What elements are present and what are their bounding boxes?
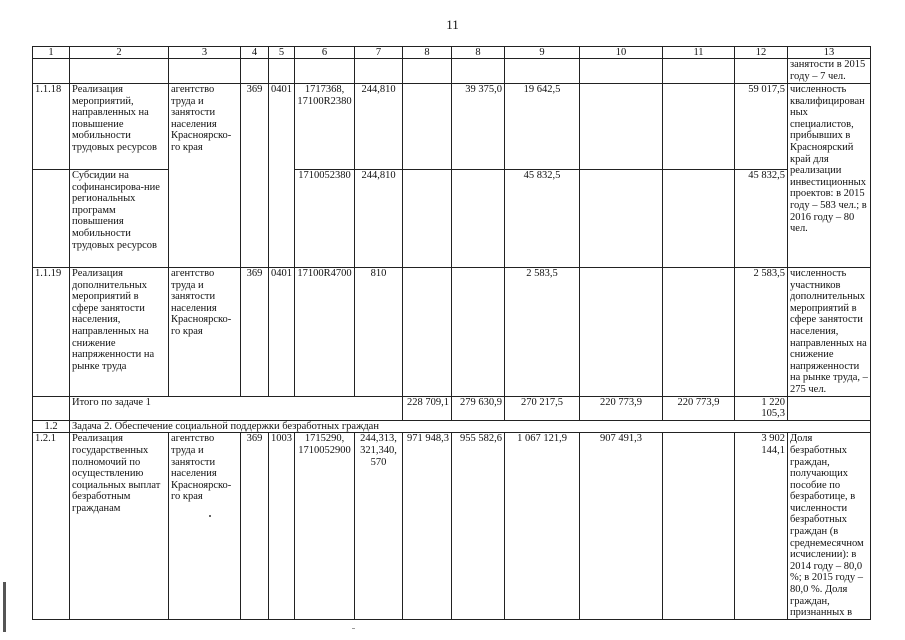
value-cell: 39 375,0 [452,84,505,170]
page-number: 11 [446,17,459,32]
col-header: 12 [735,47,788,59]
value-cell: 45 832,5 [505,170,580,268]
value-cell: 1 067 121,9 [505,433,580,620]
col-header: 9 [505,47,580,59]
value-cell: 955 582,6 [452,433,505,620]
total-label: Итого по задаче 1 [70,396,403,420]
total-value: 220 773,9 [663,396,735,420]
task-title: Задача 2. Обеспечение социальной поддержки безработных граждан [70,420,871,433]
col-header: 7 [355,47,403,59]
grbs-cell: 369 [241,268,269,397]
result-cell: Доля безработных граждан, получающих пособие по безработице, в численности безработных граждан (в среднемесячном исчислении): в 2014 году – 80,0 %; в 2015 году – 80,0 %. Доля граждан, признанных в [788,433,871,620]
col-header: 1 [33,47,70,59]
task-number: 1.2 [33,420,70,433]
value-cell: 2 583,5 [505,268,580,397]
value-cell: 971 948,3 [403,433,452,620]
col-header: 8 [403,47,452,59]
total-value: 228 709,1 [403,396,452,420]
activity-name: Реализация дополнительных мероприятий в сфере занятости населения, направленных на снижение напряженности на рынке труда [70,268,169,397]
col-header: 8 [452,47,505,59]
row-number: 1.1.19 [33,268,70,397]
activity-name: Субсидии на софинансирова-ние региональных программ повышения мобильности трудовых ресурсов [70,170,169,268]
row-number: 1.2.1 [33,433,70,620]
vr-cell: 244,810 [355,170,403,268]
grbs-cell: 369 [241,84,269,268]
table-row [33,268,871,397]
table-row [33,84,871,170]
rzpr-cell: 0401 [269,84,295,268]
table-row [33,59,871,84]
table-row [33,170,871,268]
value-cell: 907 491,3 [580,433,663,620]
total-value: 270 217,5 [505,396,580,420]
col-header: 11 [663,47,735,59]
total-value: 1 220 105,3 [735,396,788,420]
col-header: 13 [788,47,871,59]
col-header: 4 [241,47,269,59]
activity-name: Реализация государственных полномочий по осуществлению социальных выплат безработным гражданам [70,433,169,620]
col-header: 10 [580,47,663,59]
value-cell: 3 902 144,1 [735,433,788,620]
agency-cell: агентство труда и занятости населения Красноярско-го края [169,433,241,620]
rzpr-cell: 0401 [269,268,295,397]
col-header: 6 [295,47,355,59]
activity-name: Реализация мероприятий, направленных на повышение мобильности трудовых ресурсов [70,84,169,170]
scan-speck [209,515,211,517]
grbs-cell: 369 [241,433,269,620]
scan-speck [352,628,355,629]
value-cell: 59 017,5 [735,84,788,170]
total-value: 220 773,9 [580,396,663,420]
row-number: 1.1.18 [33,84,70,170]
value-cell: 2 583,5 [735,268,788,397]
csr-cell: 1710052380 [295,170,355,268]
vr-cell: 244,810 [355,84,403,170]
value-cell [580,84,663,170]
total-row [33,396,871,420]
col-header: 3 [169,47,241,59]
value-cell: 45 832,5 [735,170,788,268]
csr-cell: 1715290, 1710052900 [295,433,355,620]
value-cell [403,84,452,170]
value-cell [663,433,735,620]
table-row [33,433,871,620]
csr-cell: 17100R4700 [295,268,355,397]
total-value: 279 630,9 [452,396,505,420]
rzpr-cell: 1003 [269,433,295,620]
agency-cell: агентство труда и занятости населения Красноярско-го края [169,268,241,397]
program-table [32,46,871,620]
vr-cell: 244,313, 321,340, 570 [355,433,403,620]
vr-cell: 810 [355,268,403,397]
header-row [33,47,871,59]
result-cell: численность участников дополнительных мероприятий в сфере занятости населения, направленных на снижение напряженности на рынке труда, – 275 чел. [788,268,871,397]
csr-cell: 1717368, 17100R2380 [295,84,355,170]
task-row [33,420,871,433]
col-header: 5 [269,47,295,59]
result-cell: занятости в 2015 году – 7 чел. [788,59,871,84]
scan-edge-mark [3,582,6,632]
agency-cell: агентство труда и занятости населения Красноярско-го края [169,84,241,268]
value-cell: 19 642,5 [505,84,580,170]
col-header: 2 [70,47,169,59]
value-cell [663,84,735,170]
result-cell: численность квалифицированных специалистов, прибывших в Красноярский край для реализации инвестиционных проектов: в 2015 году – 583 чел.; в 2016 году – 80 чел. [788,84,871,268]
